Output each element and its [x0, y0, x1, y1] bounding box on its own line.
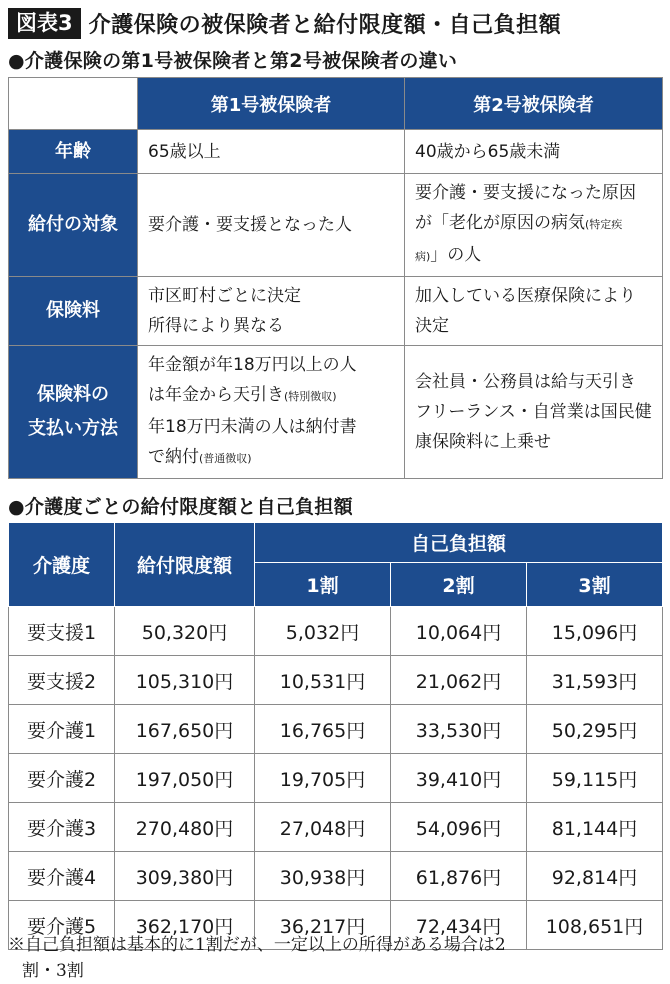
self-pay-20pct-cell: 72,434円 [391, 901, 527, 950]
figure-title: 介護保険の被保険者と給付限度額・自己負担額 [88, 12, 562, 38]
self-pay-10pct-cell: 30,938円 [255, 852, 391, 901]
limit-cell: 105,310円 [115, 656, 255, 705]
benefit-second-line2: が「老化が原因の病気(特定疾 [415, 213, 623, 233]
row-header-age: 年齢 [9, 130, 138, 174]
self-pay-10pct-cell: 10,531円 [255, 656, 391, 705]
footnote-line2: 割・3割 [22, 961, 84, 981]
row-header-benefit-target: 給付の対象 [9, 174, 138, 277]
table-row [9, 346, 663, 479]
limit-cell: 50,320円 [115, 607, 255, 656]
benefit-second-line1: 要介護・要支援になった原因 [415, 183, 636, 203]
cell-benefit-first: 要介護・要支援となった人 [138, 174, 405, 277]
small-note: (普通徴収) [199, 452, 252, 465]
col-header-self-pay: 自己負担額 [255, 523, 663, 563]
cell-age-first: 65歳以上 [138, 130, 405, 174]
self-pay-30pct-cell: 15,096円 [527, 607, 663, 656]
self-pay-30pct-cell: 81,144円 [527, 803, 663, 852]
figure-header [8, 6, 561, 40]
self-pay-20pct-cell: 21,062円 [391, 656, 527, 705]
table-header-row [9, 78, 663, 130]
self-pay-10pct-cell: 27,048円 [255, 803, 391, 852]
self-pay-10pct-cell: 16,765円 [255, 705, 391, 754]
cell-benefit-second [405, 174, 663, 277]
col-header-level: 介護度 [9, 523, 115, 607]
table-row [9, 852, 663, 901]
self-pay-30pct-cell: 50,295円 [527, 705, 663, 754]
limit-cell: 270,480円 [115, 803, 255, 852]
limit-cell: 362,170円 [115, 901, 255, 950]
self-pay-20pct-cell: 61,876円 [391, 852, 527, 901]
self-pay-10pct-cell: 5,032円 [255, 607, 391, 656]
level-cell: 要介護5 [9, 901, 115, 950]
corner-cell [9, 78, 138, 130]
table-row [9, 130, 663, 174]
col-header-first-insured: 第1号被保険者 [138, 78, 405, 130]
col-header-20pct: 2割 [391, 563, 527, 607]
self-pay-30pct-cell: 108,651円 [527, 901, 663, 950]
footnote-line1: ※自己負担額は基本的に1割だが、一定以上の所得がある場合は2 [8, 935, 506, 955]
self-pay-20pct-cell: 54,096円 [391, 803, 527, 852]
limit-cell: 167,650円 [115, 705, 255, 754]
col-header-10pct: 1割 [255, 563, 391, 607]
footnote [8, 932, 658, 984]
cell-age-second: 40歳から65歳未満 [405, 130, 663, 174]
level-cell: 要支援1 [9, 607, 115, 656]
benefit-limit-rows [9, 607, 663, 950]
row-header-premium: 保険料 [9, 277, 138, 346]
table-row [9, 754, 663, 803]
cell-premium-first: 市区町村ごとに決定 所得により異なる [138, 277, 405, 346]
self-pay-20pct-cell: 10,064円 [391, 607, 527, 656]
table-row [9, 656, 663, 705]
self-pay-30pct-cell: 31,593円 [527, 656, 663, 705]
figure-label: 図表3 [8, 8, 81, 39]
row-header-payment-method: 保険料の 支払い方法 [9, 346, 138, 479]
col-header-30pct: 3割 [527, 563, 663, 607]
limit-cell: 197,050円 [115, 754, 255, 803]
cell-premium-second: 加入している医療保険により 決定 [405, 277, 663, 346]
col-header-limit: 給付限度額 [115, 523, 255, 607]
cell-payment-first: 年金額が年18万円以上の人 は年金から天引き(特別徴収) 年18万円未満の人は納付書 で納付(普通徴収) [138, 346, 405, 479]
table-row [9, 607, 663, 656]
benefit-second-line3: 病)」の人 [415, 245, 482, 265]
cell-payment-second: 会社員・公務員は給与天引き フリーランス・自営業は国民健 康保険料に上乗せ [405, 346, 663, 479]
level-cell: 要介護2 [9, 754, 115, 803]
table-header-row [9, 523, 663, 563]
level-cell: 要介護1 [9, 705, 115, 754]
self-pay-20pct-cell: 39,410円 [391, 754, 527, 803]
small-note: (特別徴収) [284, 390, 337, 403]
small-note: (特定疾 [585, 218, 623, 231]
self-pay-10pct-cell: 19,705円 [255, 754, 391, 803]
self-pay-30pct-cell: 59,115円 [527, 754, 663, 803]
table-row [9, 803, 663, 852]
level-cell: 要介護4 [9, 852, 115, 901]
col-header-second-insured: 第2号被保険者 [405, 78, 663, 130]
benefit-limit-table [8, 522, 663, 950]
self-pay-10pct-cell: 36,217円 [255, 901, 391, 950]
self-pay-30pct-cell: 92,814円 [527, 852, 663, 901]
limit-cell: 309,380円 [115, 852, 255, 901]
section1-title: ●介護保険の第1号被保険者と第2号被保険者の違い [8, 50, 458, 72]
level-cell: 要介護3 [9, 803, 115, 852]
small-note: 病) [415, 250, 431, 263]
insured-comparison-table [8, 77, 663, 479]
section2-title: ●介護度ごとの給付限度額と自己負担額 [8, 496, 353, 518]
table-row [9, 174, 663, 277]
table-row [9, 277, 663, 346]
table-row [9, 705, 663, 754]
level-cell: 要支援2 [9, 656, 115, 705]
self-pay-20pct-cell: 33,530円 [391, 705, 527, 754]
